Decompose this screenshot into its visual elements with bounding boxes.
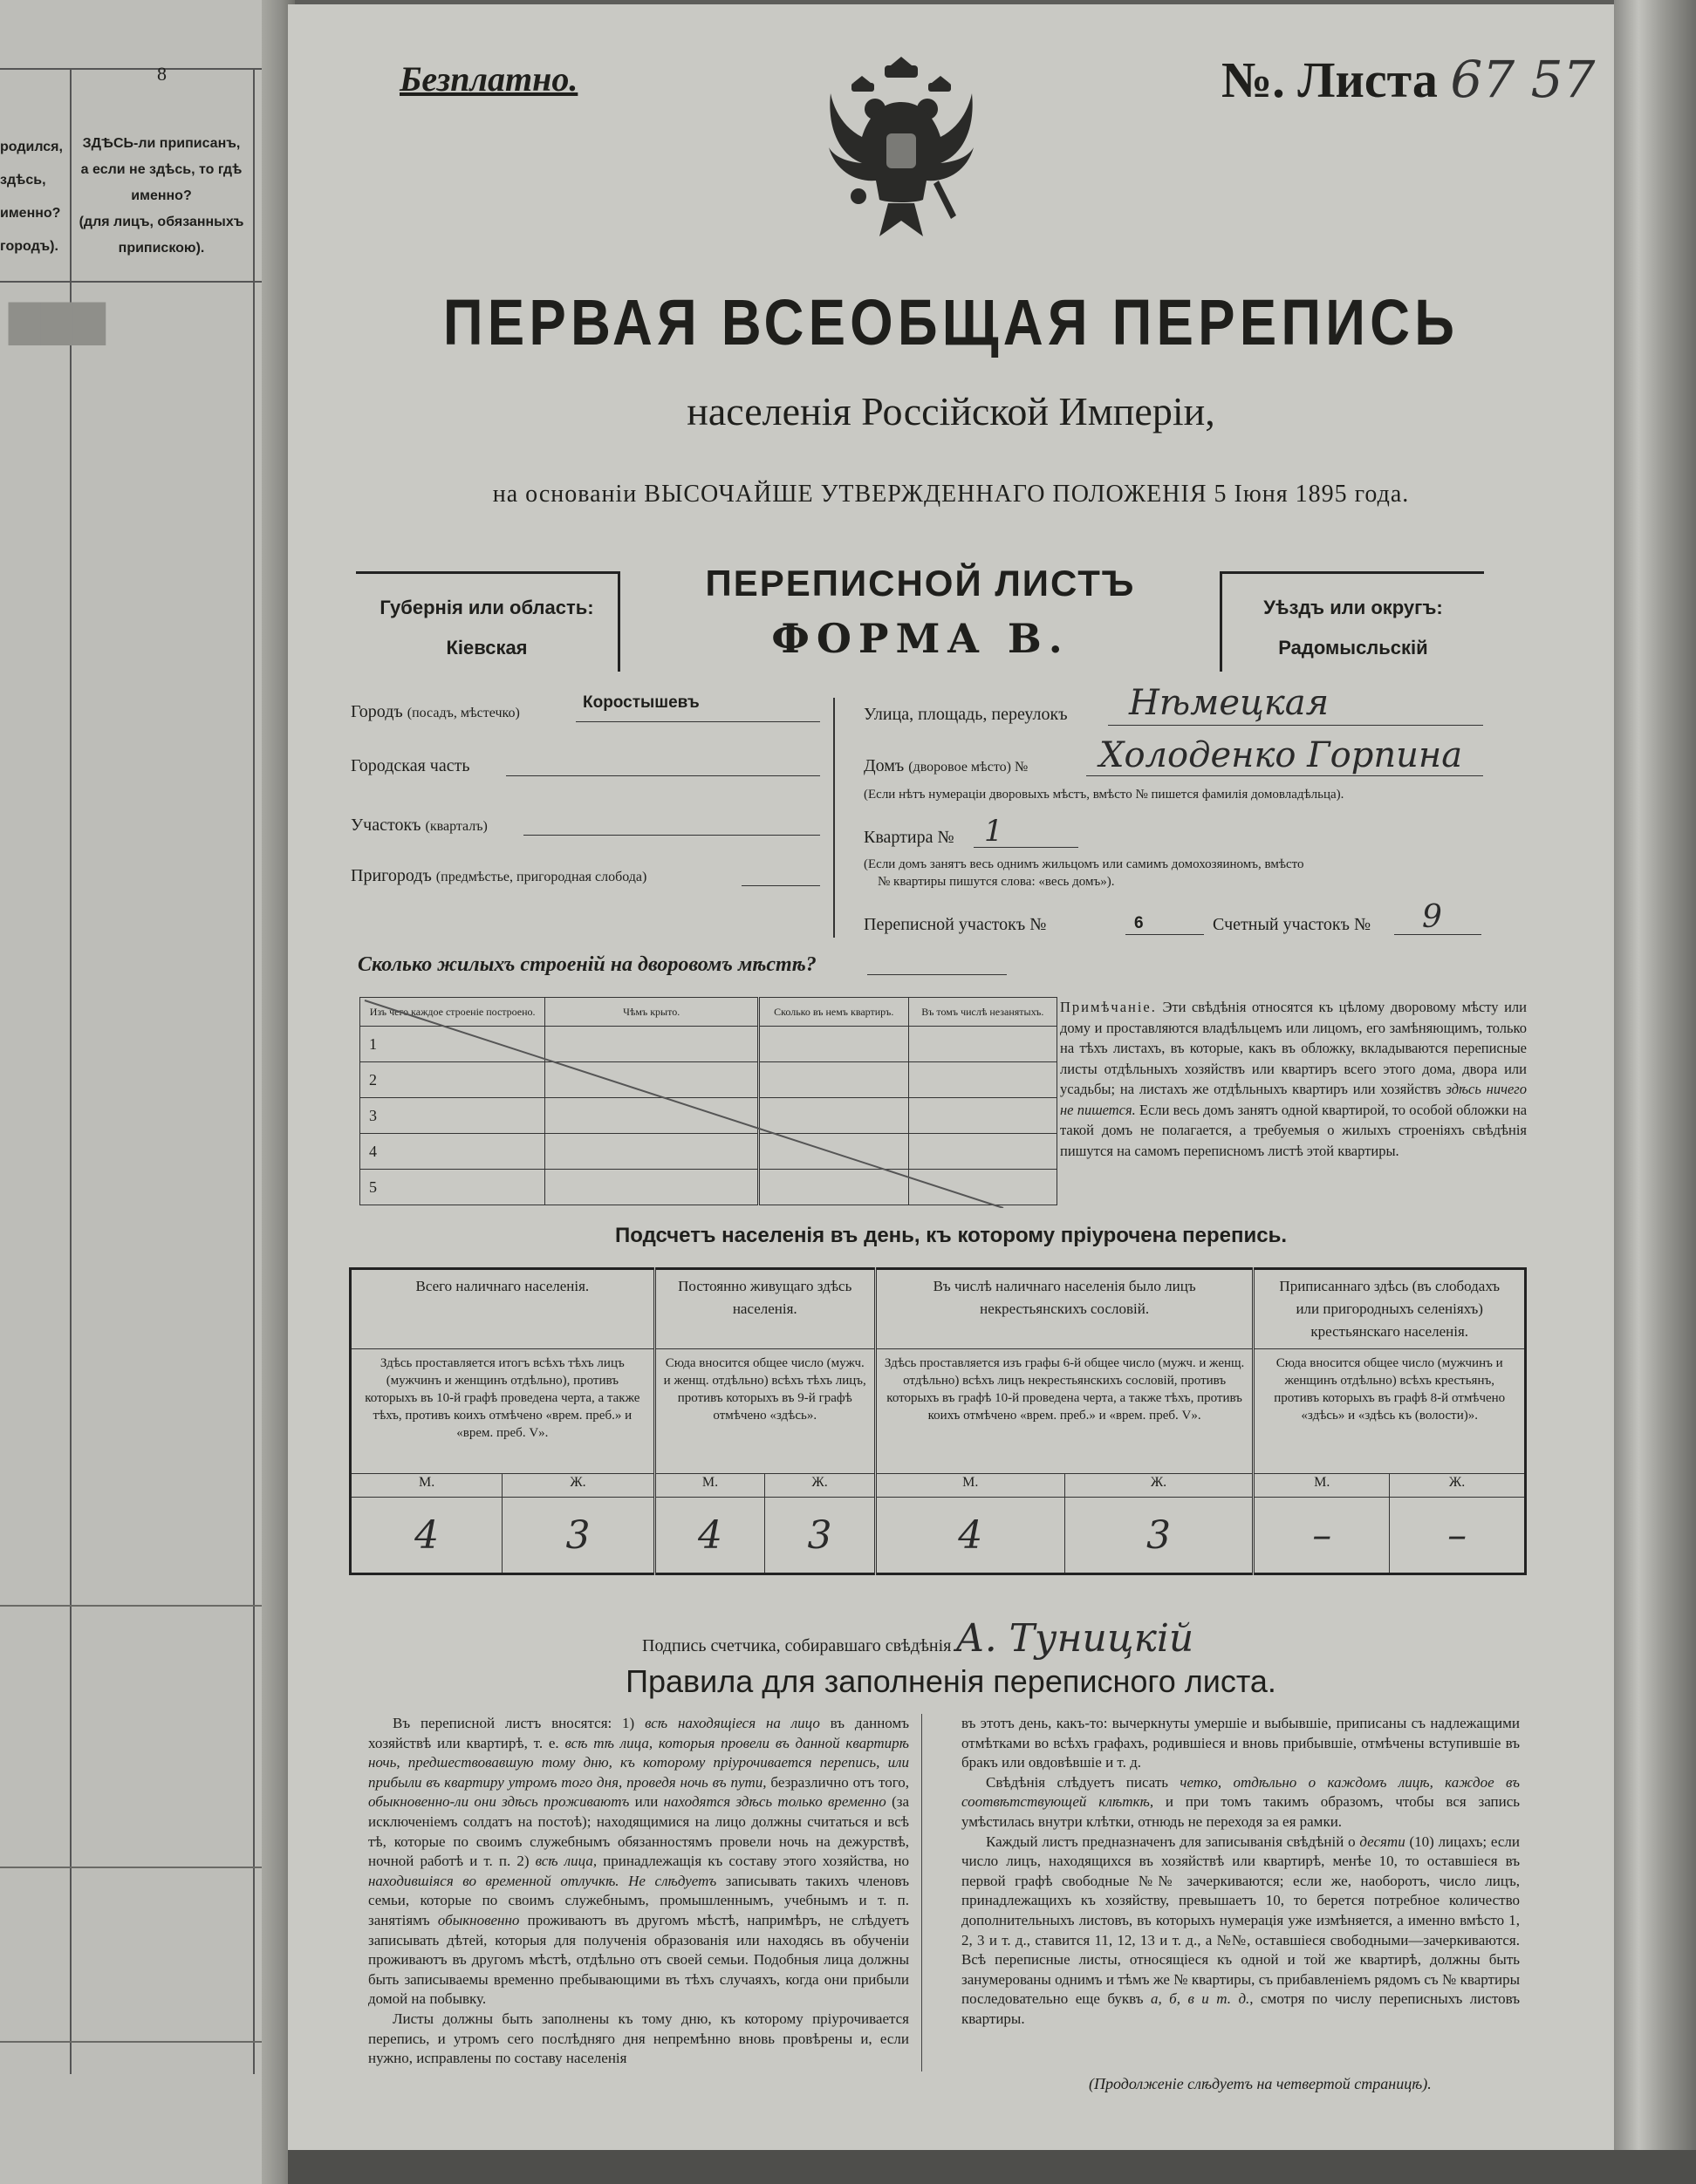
- male-count-non-peasant: 4: [875, 1498, 1064, 1574]
- row-number: 3: [360, 1098, 545, 1134]
- address-divider: [833, 698, 835, 938]
- signature-label: Подпись счетчика, собиравшаго свѣдѣнія: [642, 1636, 952, 1655]
- female-count-peasant: –: [1390, 1498, 1526, 1574]
- column-divider: [253, 68, 255, 2074]
- count-col-body: Сюда вносится общее число (мужчинъ и женщинъ отдѣльно) всѣхъ крестьянъ, противъ которыхъ въ графѣ 8-й отмѣчено «здѣсь» и «здѣсь къ (волости)».: [1254, 1349, 1526, 1474]
- cut-line: именно?: [0, 206, 61, 221]
- header-line: ЗДѢСЬ-ли приписанъ,: [82, 136, 241, 151]
- city-note: (посадъ, мѣстечко): [407, 706, 520, 720]
- rules-text-italic: находятся здѣсь только временно: [663, 1793, 886, 1811]
- street-underline: [1108, 725, 1483, 726]
- form-letter: ФОРМА В.: [771, 615, 1070, 662]
- male-label: М.: [1254, 1474, 1390, 1498]
- house-hint: (Если нѣтъ нумераціи дворовыхъ мѣстъ, вмѣсто № пишется фамилія домовладѣльца).: [864, 788, 1344, 802]
- house-note: (дворовое мѣсто) №: [908, 760, 1029, 775]
- count-col-header: Приписаннаго здѣсь (въ слободахъ или пригородныхъ селеніяхъ) крестьянскаго населенія.: [1254, 1269, 1526, 1349]
- free-label: Безплатно.: [400, 59, 578, 99]
- gubernia-value: Кіевская: [446, 637, 528, 659]
- header-line: именно?: [131, 188, 192, 203]
- precinct-label: Участокъ: [351, 816, 421, 835]
- male-count-present: 4: [351, 1498, 503, 1574]
- strike-through-line: [361, 999, 1059, 1208]
- city-label: Городъ: [351, 702, 403, 721]
- city-field: [351, 702, 520, 722]
- column-number: 8: [157, 63, 167, 85]
- count-body-row: [351, 1349, 1526, 1474]
- rules-text: Свѣдѣнія слѣдуетъ писать: [986, 1773, 1169, 1791]
- decree-line: на основаніи ВЫСОЧАЙШЕ УТВЕРЖДЕННАГО ПОЛОЖЕНІЯ 5 Іюня 1895 года.: [492, 481, 1410, 508]
- male-label: М.: [654, 1474, 765, 1498]
- house-label: Домъ: [864, 756, 905, 775]
- female-count-resident: 3: [765, 1498, 876, 1574]
- bleed-through-text: ▇▇▇: [9, 298, 106, 345]
- form-name: ПЕРЕПИСНОЙ ЛИСТЪ: [705, 563, 1136, 604]
- rules-text: (за исключеніемъ солдатъ на постоѣ); находящимися на лицо должны считаться и всѣ тѣ, которые по своимъ служебнымъ обязанностямъ провели ночь на дежурствѣ, ночной работѣ и т. п. 2): [368, 1793, 910, 1870]
- female-label: Ж.: [1064, 1474, 1254, 1498]
- precinct-note: (кварталъ): [425, 819, 488, 834]
- scan-bottom-edge: [288, 2150, 1696, 2184]
- col-vacant: Въ томъ числѣ незанятыхъ.: [908, 998, 1057, 1027]
- city-part-underline: [506, 775, 820, 776]
- census-area-value: 6: [1134, 914, 1144, 932]
- rules-text-italic: обыкновенно-ли они здѣсь проживаютъ: [368, 1793, 630, 1811]
- form-subtitle: населенія Россійской Имперіи,: [687, 389, 1215, 433]
- female-count-non-peasant: 3: [1064, 1498, 1254, 1574]
- col-roof: Чѣмъ крыто.: [545, 998, 759, 1027]
- rules-text-italic: а, б, в и т. д.,: [1150, 1990, 1254, 2008]
- rules-text: и при томъ такимъ образомъ, чтобы вся запись умѣстилась внутри клѣтки, отнюдь не переходя за ея рамки.: [961, 1793, 1521, 1830]
- rules-text-italic: четко, отдѣльно о каждомъ лицѣ, каждое въ соотвѣтствующей клѣткѣ,: [961, 1773, 1520, 1811]
- apartment-underline: [974, 847, 1078, 848]
- rules-text: проживаютъ въ другомъ мѣстѣ, напримѣръ, не слѣдуетъ записывать дѣтей, которыя для полученія образованія или находясь въ обученіи проживаютъ въ другомъ мѣстѣ, отдѣльно отъ своей семьи. Подобныя лица должны быть записываемы временно пребывающими въ тѣхъ случаяхъ, когда они прибыли домой на побывку.: [368, 1911, 910, 2008]
- note-text-a: Эти свѣдѣнія относятся къ цѣлому дворовому мѣсту или дому и проставляются владѣльцемъ или лицомъ, его замѣняющимъ, только на тѣхъ листахъ, въ которые, какъ въ обложку, вкладываются переписные листы отдѣльныхъ хозяйствъ или квартиръ всего этого дома, двора или усадьбы; на листахъ же отдѣльныхъ квартиръ или хозяйствъ: [1060, 999, 1527, 1097]
- note-text-italic: здѣсь ничего не пишется.: [1060, 1081, 1527, 1118]
- precinct-underline: [523, 835, 820, 836]
- buildings-question-underline: [867, 974, 1007, 975]
- rules-text: Каждый листъ предназначенъ для записыванія свѣдѣній о: [986, 1833, 1356, 1850]
- uyezd-box: [1220, 571, 1484, 672]
- rules-paragraph: [961, 1773, 1520, 1833]
- rules-text-italic: десяти: [1359, 1833, 1405, 1850]
- uyezd-label: Уѣздъ или округъ:: [1263, 597, 1443, 618]
- rules-left-column: [368, 1714, 909, 2069]
- female-label: Ж.: [1390, 1474, 1526, 1498]
- here-registered-header: [79, 131, 244, 262]
- count-area-underline: [1394, 934, 1481, 935]
- apartment-label: Квартира №: [864, 828, 954, 847]
- census-area-underline: [1125, 934, 1204, 935]
- continued-note: (Продолженіе слѣдуетъ на четвертой страницѣ).: [1089, 2075, 1432, 2092]
- rules-text-italic: всѣ тѣ лица, которыя провели въ данной квартирѣ ночь, предшествовавшую тому дню, къ которому пріурочивается перепись, или прибыли въ квартиру утромъ того дня, проведя ночь въ пути,: [368, 1734, 909, 1791]
- suburb-underline: [742, 885, 820, 886]
- rules-text: Листы должны быть заполнены къ тому дню, къ которому пріурочивается перепись, и утромъ сего послѣдняго дня непремѣнно вновь провѣрены и, если нужно, исправлены по составу населенія: [368, 2010, 909, 2067]
- male-count-resident: 4: [654, 1498, 765, 1574]
- note-text-b: Если весь домъ занятъ одной квартирой, то особой обложки на такой домъ не полагается, а требуемыя о жилыхъ строеніяхъ свѣдѣнія пишутся на самомъ переписномъ листѣ этой квартиры.: [1060, 1101, 1528, 1159]
- city-value: Коростышевъ: [583, 693, 700, 712]
- gubernia-box: [356, 571, 620, 672]
- buildings-question: Сколько жилыхъ строеній на дворовомъ мѣстѣ?: [358, 953, 817, 976]
- apartment-value: 1: [984, 814, 1003, 849]
- rules-paragraph: [368, 2010, 909, 2069]
- row-rule: [0, 1867, 281, 1868]
- census-area-label: Переписной участокъ №: [864, 915, 1047, 934]
- street-label: Улица, площадь, переулокъ: [864, 705, 1068, 724]
- header-line: а если не здѣсь, то гдѣ: [80, 162, 243, 177]
- female-count-present: 3: [503, 1498, 654, 1574]
- male-count-peasant: –: [1254, 1498, 1390, 1574]
- count-area-value: 9: [1422, 899, 1442, 935]
- cut-column-text: [0, 131, 63, 263]
- count-col-body: Здѣсь проставляется изъ графы 6-й общее число (мужч. и женщ. отдѣльно) всѣхъ лицъ некрестьянскихъ сословій, противъ которыхъ въ графѣ 10-й проведена черта, а также тѣхъ, противъ коихъ отмѣчено «врем. преб.» и «врем. преб. V».: [875, 1349, 1254, 1474]
- apartment-hint-2: № квартиры пишутся слова: «весь домъ»).: [878, 875, 1115, 889]
- cut-line: здѣсь,: [0, 173, 46, 188]
- rules-right-column: [961, 1714, 1520, 2030]
- header-line: (для лицъ, обязанныхъ: [79, 215, 244, 229]
- count-area-label: Счетный участокъ №: [1213, 915, 1371, 934]
- population-count-table: [349, 1267, 1527, 1575]
- house-field: [864, 756, 1028, 776]
- census-form-page: [288, 4, 1614, 2150]
- rules-text: принадлежащія къ составу этого хозяйства, но: [603, 1853, 909, 1870]
- rules-text-italic: всѣ лица,: [535, 1853, 598, 1870]
- note-label: Примѣчаніе.: [1060, 999, 1157, 1015]
- form-title: ПЕРВАЯ ВСЕОБЩАЯ ПЕРЕПИСЬ: [442, 286, 1460, 358]
- rules-text: или: [634, 1793, 659, 1811]
- sheet-number-label: №. Листа: [1221, 51, 1438, 108]
- rules-column-divider: [921, 1714, 922, 2071]
- previous-page: [0, 0, 283, 2184]
- count-values-row: [351, 1498, 1526, 1574]
- count-col-header: Всего наличнаго населенія.: [351, 1269, 655, 1349]
- rules-text: въ данномъ хозяйствѣ или квартирѣ, т. е.: [368, 1715, 910, 1751]
- rules-paragraph: [368, 1714, 909, 2010]
- rules-paragraph: [961, 1714, 1520, 1773]
- row-number: 4: [360, 1134, 545, 1170]
- cut-line: городъ).: [0, 239, 58, 254]
- col-material: Изъ чего каждое строеніе построено.: [360, 998, 545, 1027]
- house-value: Холоденко Горпина: [1099, 735, 1463, 775]
- female-label: Ж.: [503, 1474, 654, 1498]
- rules-title: Правила для заполненія переписного листа.: [626, 1663, 1276, 1699]
- sheet-number-handwritten: 67 57: [1450, 50, 1596, 109]
- col-apartments: Сколько въ немъ квартиръ.: [759, 998, 909, 1027]
- count-sex-row: [351, 1474, 1526, 1498]
- row-number: 2: [360, 1062, 545, 1098]
- row-number: 5: [360, 1170, 545, 1205]
- male-label: М.: [351, 1474, 503, 1498]
- rules-text: Въ переписной листъ вносятся: 1): [393, 1715, 635, 1731]
- enumerator-signature: [642, 1616, 1193, 1661]
- signature-value: А. Туницкій: [955, 1616, 1194, 1661]
- row-rule: [0, 1605, 281, 1607]
- uyezd-value: Радомысльскій: [1278, 637, 1428, 659]
- rules-paragraph: [961, 1833, 1520, 2030]
- rules-text: смотря по числу переписныхъ листовъ квартиры.: [961, 1990, 1520, 2027]
- count-col-header: Въ числѣ наличнаго населенія было лицъ некрестьянскихъ сословій.: [875, 1269, 1254, 1349]
- suburb-field: [351, 866, 646, 886]
- page-stack-edge: [1614, 0, 1696, 2184]
- female-label: Ж.: [765, 1474, 876, 1498]
- rules-text-italic: находившіяся во временной отлучкѣ. Не слѣдуетъ: [368, 1872, 717, 1889]
- rules-text: въ этотъ день, какъ-то: вычеркнуты умершіе и выбывшіе, приписаны съ надлежащими отмѣтками во всѣхъ графахъ, родившіеся и вновь прибывшіе, отмѣчены вступившіе въ бракъ или овдовѣвшіе и т. д.: [961, 1715, 1520, 1771]
- row-number: 1: [360, 1027, 545, 1062]
- row-rule: [0, 2041, 281, 2043]
- count-col-body: Сюда вносится общее число (мужч. и женщ. отдѣльно) всѣхъ тѣхъ лицъ, противъ которыхъ въ 9-й графѣ отмѣчено «здѣсь».: [654, 1349, 875, 1474]
- count-col-header: Постоянно живущаго здѣсь населенія.: [654, 1269, 875, 1349]
- city-part-label: Городская часть: [351, 756, 470, 775]
- double-headed-eagle-emblem: [827, 50, 975, 250]
- count-col-body: Здѣсь проставляется итогъ всѣхъ тѣхъ лицъ (мужчинъ и женщинъ отдѣльно), противъ которыхъ въ 10-й графѣ проведена черта, а также тѣхъ, противъ коихъ отмѣчено «врем. преб.» и «врем. преб. V».: [351, 1349, 655, 1474]
- city-underline: [576, 721, 820, 722]
- buildings-note: [1060, 997, 1527, 1161]
- rules-text-italic: обыкновенно: [437, 1911, 520, 1928]
- suburb-label: Пригородъ: [351, 866, 432, 885]
- sheet-number: [1221, 50, 1595, 109]
- rules-text: записывать такихъ членовъ семьи, которые по своимъ служебнымъ, промышленнымъ, учебнымъ и т. п. занятіямъ: [368, 1872, 910, 1928]
- header-line: припискою).: [118, 241, 205, 256]
- precinct-field: [351, 816, 488, 836]
- suburb-note: (предмѣстье, пригородная слобода): [435, 870, 647, 884]
- rules-text: безразлично отъ того,: [770, 1773, 909, 1791]
- male-label: М.: [875, 1474, 1064, 1498]
- column-divider: [70, 68, 72, 2074]
- cut-line: родился,: [0, 140, 63, 154]
- rules-text: (10) лицахъ; если число лицъ, находящихся въ хозяйствѣ или квартирѣ, менѣе 10, то оставшіеся въ первой графѣ свободные №№ зачеркиваются; если же, наоборотъ, число лицъ, принадлежащихъ къ хозяйству, превышаетъ 10, то берется потребное количество дополнительныхъ листовъ, въ которыхъ нумерація уже измѣняется, а именно вмѣсто 1, 2, 3 и т. д., ставится 11, 12, 13 и т. д., а №№, оставшіеся свободными—зачеркиваются. Всѣ переписные листы, относящіеся къ одной и той же квартирѣ, должны быть занумерованы однимъ и тѣмъ же № квартиры, съ прибавленіемъ рядомъ съ № квартиры последовательно еще буквъ: [961, 1833, 1521, 2008]
- apartment-hint-1: (Если домъ занятъ весь однимъ жильцомъ или самимъ домохозяиномъ, вмѣсто: [864, 857, 1304, 871]
- street-value: Нѣмецкая: [1129, 683, 1330, 723]
- count-header-row: [351, 1269, 1526, 1349]
- house-underline: [1086, 775, 1483, 776]
- rules-text-italic: всѣ находящіеся на лицо: [645, 1715, 820, 1731]
- population-count-title: Подсчетъ населенія въ день, къ которому пріурочена перепись.: [615, 1224, 1287, 1247]
- gubernia-label: Губернія или область:: [380, 597, 594, 618]
